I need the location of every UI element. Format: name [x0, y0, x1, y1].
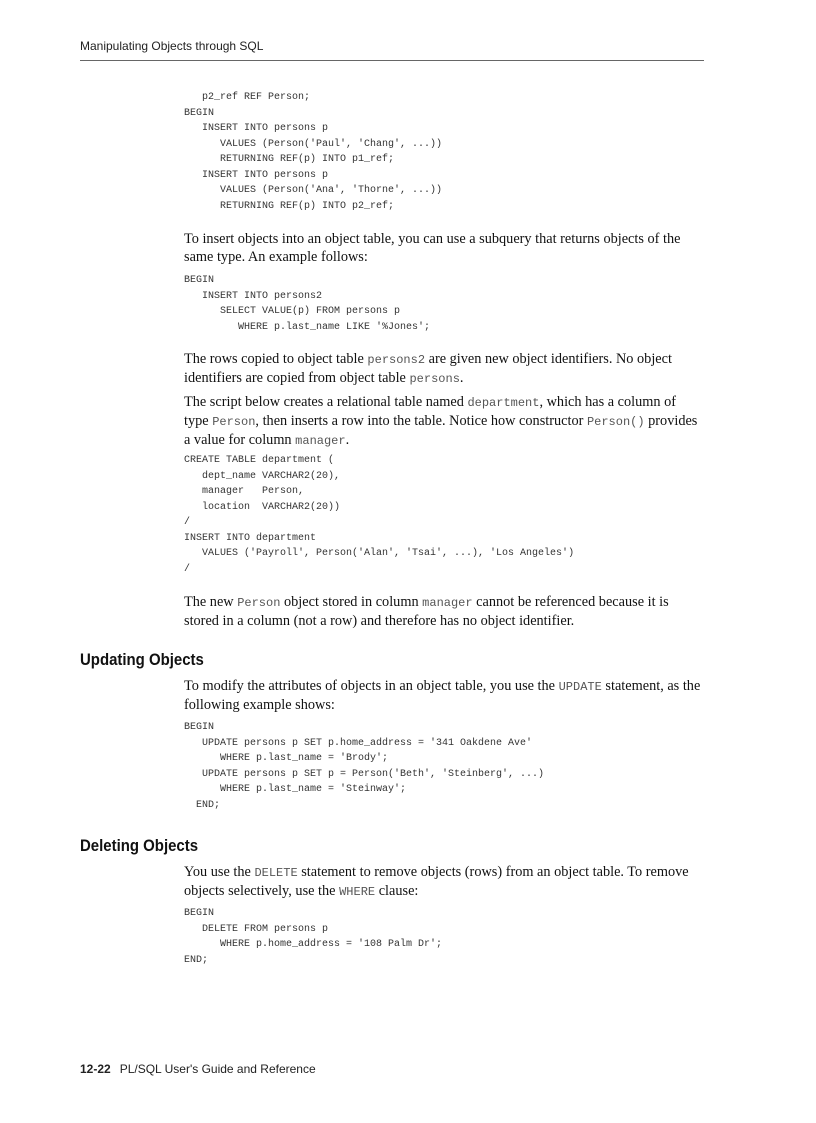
text-run: provides a value for column [184, 413, 698, 448]
page-number: 12-22 [80, 1062, 111, 1076]
text-run: are given new object identifiers. No object identifiers are copied from object table [184, 351, 672, 386]
section-heading-deleting-objects: Deleting Objects [80, 836, 199, 855]
inline-code: Person [212, 415, 256, 429]
code-block [184, 90, 442, 214]
code-line: SELECT VALUE(p) FROM persons p [184, 306, 401, 317]
body-paragraph [184, 350, 704, 388]
code-line: INSERT INTO persons p [184, 169, 329, 181]
code-block [184, 273, 430, 335]
text-run: The rows copied to object table [184, 351, 368, 367]
running-header-title: Manipulating Objects through SQL [80, 39, 264, 53]
inline-code: manager [422, 596, 473, 610]
code-line: CREATE TABLE department ( [184, 455, 335, 466]
text-run: object stored in column [280, 594, 423, 610]
inline-code: persons [409, 372, 460, 386]
code-line: RETURNING REF(p) INTO p1_ref; [184, 154, 395, 165]
inline-code: department [467, 396, 540, 410]
inline-code: WHERE [339, 885, 376, 899]
text-run: . [345, 432, 350, 448]
code-line: dept_name VARCHAR2(20), [184, 470, 341, 482]
text-run: The script below creates a relational table named [184, 394, 468, 410]
code-line: WHERE p.last_name = 'Steinway'; [184, 784, 407, 795]
code-line: INSERT INTO persons p [184, 123, 329, 134]
page-footer [80, 1062, 316, 1076]
inline-code: DELETE [254, 866, 298, 880]
code-line: UPDATE persons p SET p = Person('Beth', 'Steinberg', ...) [184, 768, 545, 780]
inline-code: Person [237, 596, 281, 610]
text-run: To modify the attributes of objects in an object table, you use the [184, 678, 559, 694]
text-run: statement, as the following example shows: [184, 678, 701, 713]
code-line: VALUES (Person('Paul', 'Chang', ...)) [184, 138, 443, 150]
inline-code: persons2 [367, 353, 426, 367]
inline-code: UPDATE [558, 680, 602, 694]
header-rule [80, 60, 704, 61]
text-run: The new [184, 594, 238, 610]
body-paragraph: To insert objects into an object table, you can use a subquery that returns objects of the same type. An example follows: [184, 231, 681, 265]
text-run: , which has a column of type [184, 394, 677, 429]
code-line: / [184, 517, 191, 528]
code-line: BEGIN [184, 107, 215, 119]
book-title: PL/SQL User's Guide and Reference [119, 1062, 316, 1076]
body-paragraph [184, 863, 704, 901]
code-line: location VARCHAR2(20)) [184, 501, 341, 513]
code-block [184, 453, 574, 577]
code-line: END; [184, 799, 221, 811]
code-block [184, 720, 544, 813]
code-line: WHERE p.home_address = '108 Palm Dr'; [184, 939, 443, 950]
body-paragraph [184, 393, 704, 450]
code-line: manager Person, [184, 486, 305, 497]
code-line: VALUES ('Payroll', Person('Alan', 'Tsai', ...), 'Los Angeles') [184, 548, 575, 559]
code-line: WHERE p.last_name LIKE '%Jones'; [184, 321, 431, 333]
text-run: cannot be referenced because it is stored in a column (not a row) and therefore has no object identifier. [184, 594, 669, 629]
text-run: . [459, 370, 464, 386]
text-run: statement to remove objects (rows) from an object table. To remove objects selectively, use the [184, 864, 689, 899]
code-line: p2_ref REF Person; [184, 92, 311, 103]
code-line: / [184, 563, 191, 575]
text-run: clause: [375, 883, 419, 899]
code-line: VALUES (Person('Ana', 'Thorne', ...)) [184, 185, 443, 196]
code-line: END; [184, 954, 209, 966]
code-line: RETURNING REF(p) INTO p2_ref; [184, 200, 395, 212]
text-run: You use the [184, 864, 255, 880]
body-paragraph [184, 593, 704, 630]
code-line: DELETE FROM persons p [184, 923, 329, 935]
code-line: BEGIN [184, 908, 215, 919]
code-line: WHERE p.last_name = 'Brody'; [184, 753, 389, 764]
code-block [184, 906, 442, 968]
inline-code: manager [295, 434, 346, 448]
inline-code: Person() [586, 415, 645, 429]
code-line: BEGIN [184, 275, 215, 286]
code-line: INSERT INTO persons2 [184, 290, 323, 302]
body-paragraph [184, 677, 704, 714]
code-line: BEGIN [184, 722, 215, 733]
code-line: UPDATE persons p SET p.home_address = '341 Oakdene Ave' [184, 737, 533, 749]
text-run: , then inserts a row into the table. Notice how constructor [255, 413, 587, 429]
section-heading-updating-objects: Updating Objects [80, 650, 204, 669]
code-line: INSERT INTO department [184, 532, 317, 544]
